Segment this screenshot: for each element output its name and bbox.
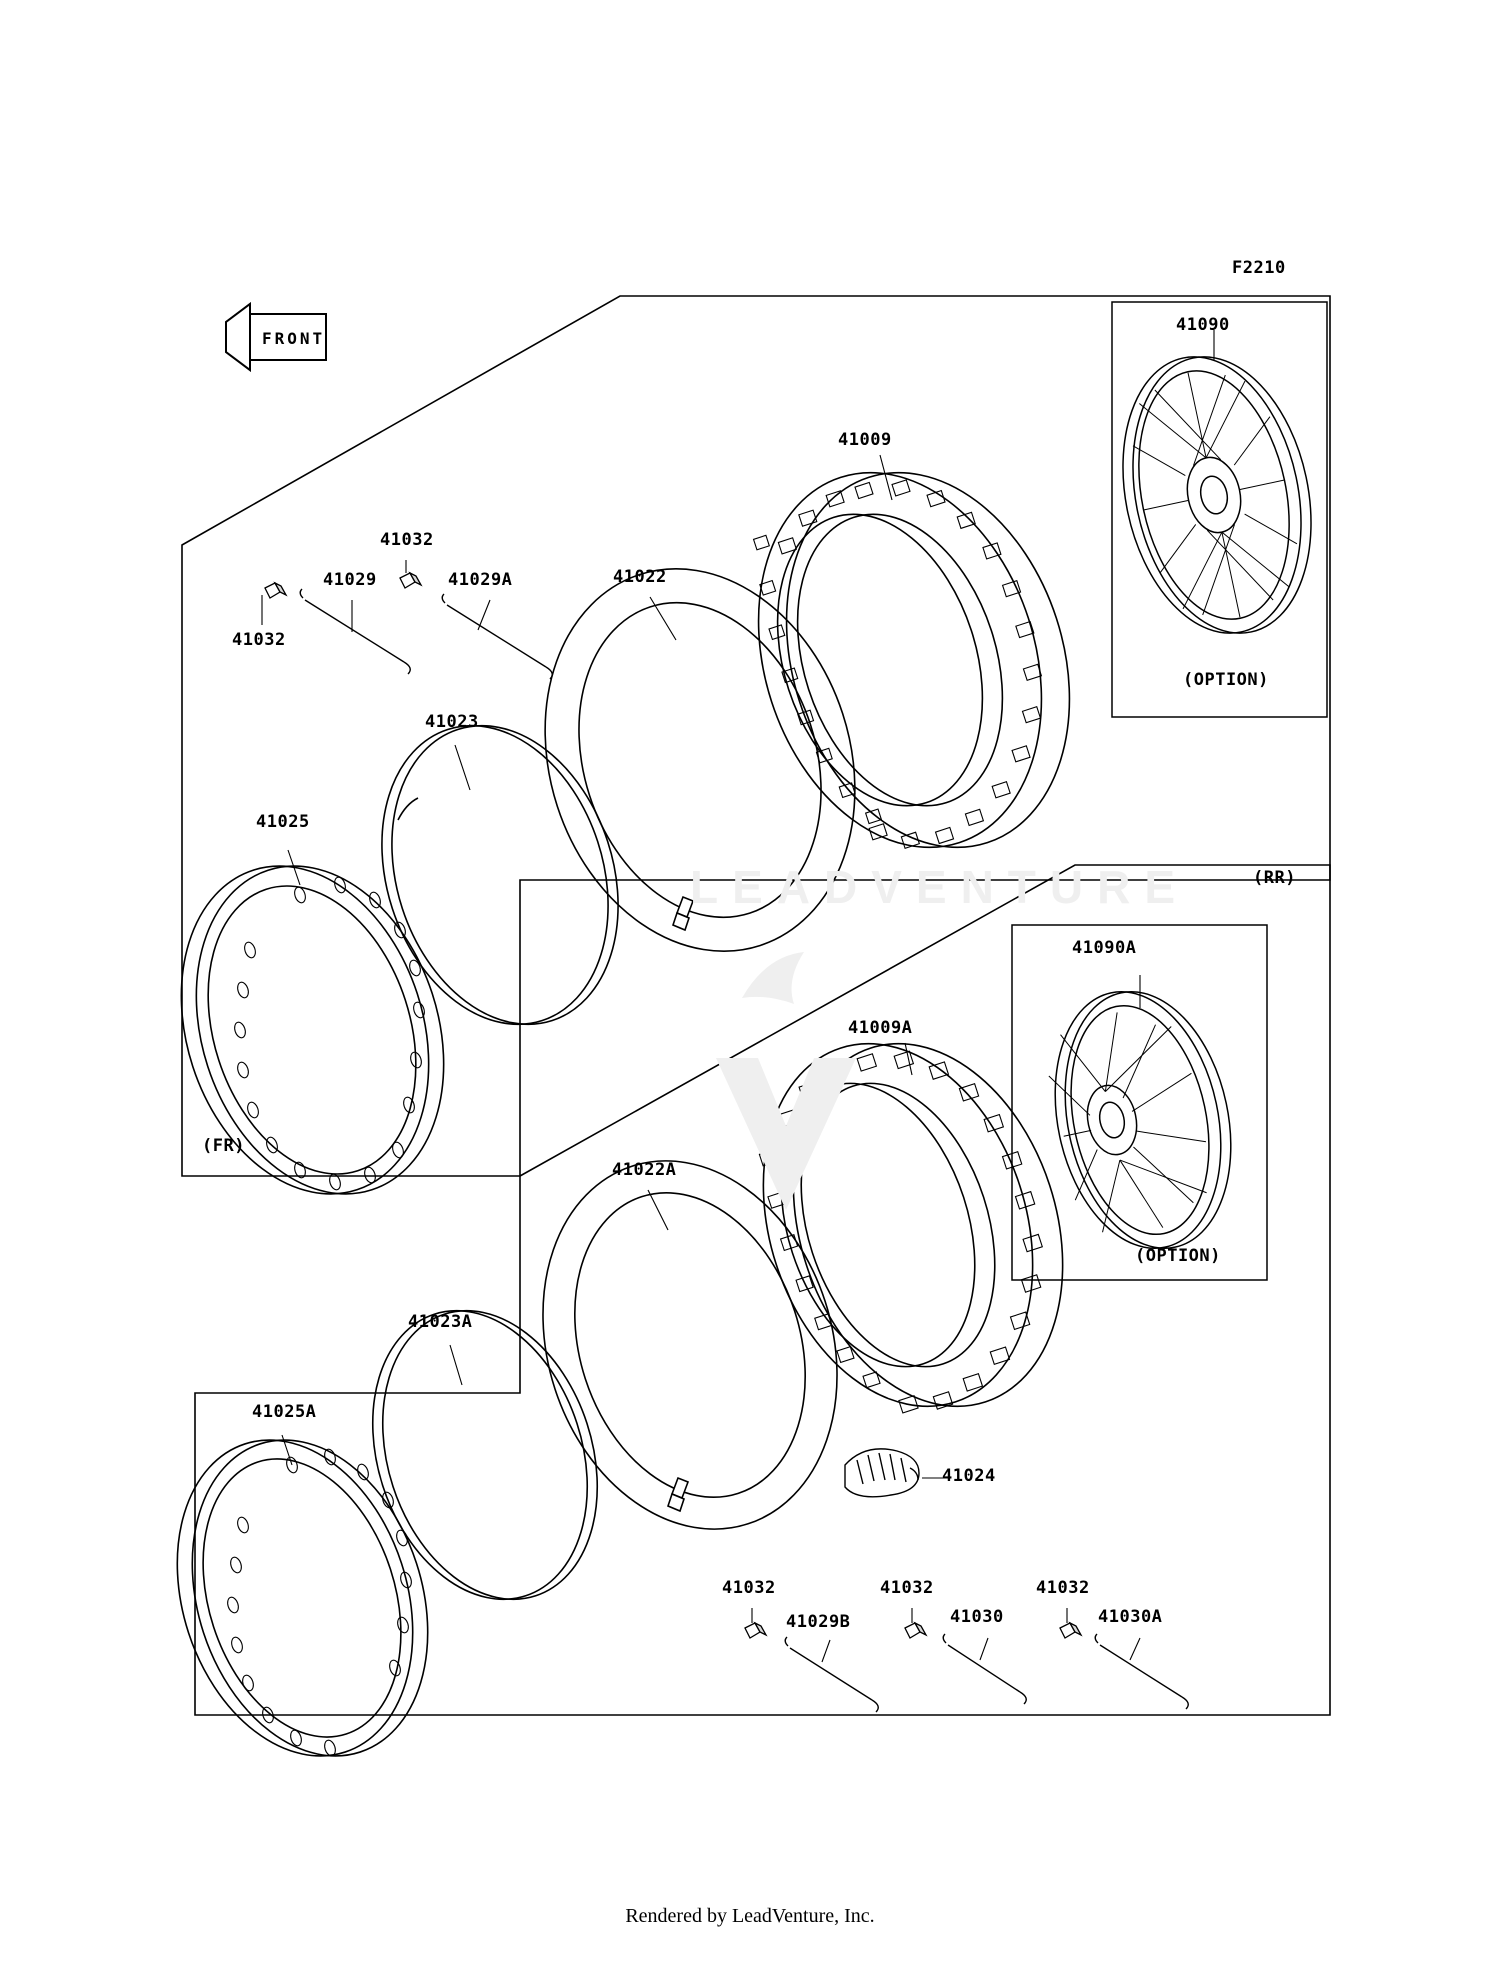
leader-41022a [648, 1190, 668, 1230]
leader-41030a [1130, 1638, 1140, 1660]
leader-41023 [455, 745, 470, 790]
part-41030 [943, 1634, 1026, 1704]
callout-41022a: 41022A [612, 1160, 677, 1180]
callout-41029: 41029 [323, 570, 377, 590]
part-41032-e [1060, 1623, 1081, 1638]
part-41024 [845, 1449, 919, 1497]
callout-41032-upper-left: 41032 [232, 630, 286, 650]
option-front-label: (OPTION) [1183, 670, 1269, 690]
sheet-code: F2210 [1232, 258, 1286, 278]
part-41022a [497, 1122, 883, 1567]
callout-41023: 41023 [425, 712, 479, 732]
callout-41024: 41024 [942, 1466, 996, 1486]
part-41090a [1033, 976, 1254, 1264]
leader-41009 [880, 455, 892, 500]
part-41090 [1099, 340, 1335, 650]
part-41032-d [905, 1623, 926, 1638]
leader-41009a [905, 1043, 912, 1075]
option-rear-label: (OPTION) [1135, 1246, 1221, 1266]
part-41025a [138, 1409, 466, 1786]
leader-41023a [450, 1345, 462, 1385]
callout-41032-lower-right: 41032 [1036, 1578, 1090, 1598]
part-41032-c [745, 1623, 766, 1638]
part-41029a [442, 594, 552, 679]
callout-41032-lower-mid: 41032 [880, 1578, 934, 1598]
callout-41090: 41090 [1176, 315, 1230, 335]
callout-41025a: 41025A [252, 1402, 317, 1422]
callout-41009a: 41009A [848, 1018, 913, 1038]
svg-text:FRONT: FRONT [262, 329, 326, 348]
callout-41030: 41030 [950, 1607, 1004, 1627]
footer-text: Rendered by LeadVenture, Inc. [625, 1905, 875, 1927]
front-label: (FR) [202, 1136, 245, 1156]
part-41023 [345, 696, 655, 1054]
part-41029b [785, 1637, 878, 1712]
part-41032-b [400, 573, 421, 588]
callout-41023a: 41023A [408, 1312, 473, 1332]
rear-label: (RR) [1253, 868, 1296, 888]
callout-41032-lower-left: 41032 [722, 1578, 776, 1598]
callout-41025: 41025 [256, 812, 310, 832]
watermark-text: LEADVENTURE [690, 861, 1190, 913]
callout-41022: 41022 [613, 567, 667, 587]
part-41009a [719, 1009, 1107, 1442]
callout-41009: 41009 [838, 430, 892, 450]
leader-41029b [822, 1640, 830, 1662]
front-direction-icon [222, 300, 330, 375]
callout-41032-upper: 41032 [380, 530, 434, 550]
part-41032-a [265, 583, 286, 598]
leader-41029a [478, 600, 490, 630]
callout-41029b: 41029B [786, 1612, 851, 1632]
part-41025 [141, 834, 484, 1226]
watermark-logo [716, 952, 856, 1210]
callout-41090a: 41090A [1072, 938, 1137, 958]
part-41030a [1095, 1634, 1188, 1709]
callout-41030a: 41030A [1098, 1607, 1163, 1627]
part-41009 [712, 436, 1115, 885]
leader-41030 [980, 1638, 988, 1660]
part-41029 [300, 589, 410, 674]
callout-41029a: 41029A [448, 570, 513, 590]
